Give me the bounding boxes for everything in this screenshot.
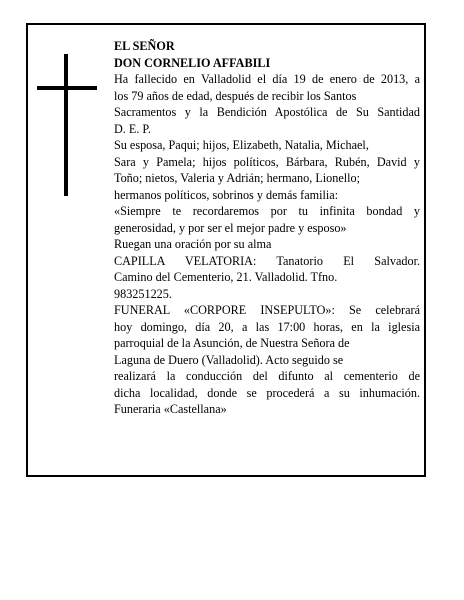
body-line: realizará la conducción del difunto al cementerio de bbox=[114, 369, 420, 383]
body-line: Sacramentos y la Bendición Apostólica de Su Santidad bbox=[114, 105, 420, 119]
body-line: 983251225. bbox=[114, 286, 172, 301]
body-line: hermanos políticos, sobrinos y demás familia: bbox=[114, 187, 339, 202]
body-line: «Siempre te recordaremos por tu infinita bondad y bbox=[114, 204, 420, 218]
body-line: CAPILLA VELATORIA: Tanatorio El Salvador. bbox=[114, 253, 420, 268]
body-line: Ha fallecido en Valladolid el día 19 de enero de 2013, a bbox=[114, 72, 420, 86]
body-line: generosidad, y por ser el mejor padre y esposo» bbox=[114, 220, 347, 235]
body-line: Sara y Pamela; hijos políticos, Bárbara, Rubén, David y bbox=[114, 154, 420, 169]
body-line: FUNERAL «CORPORE INSEPULTO»: Se celebrará bbox=[114, 303, 420, 317]
body-line: parroquial de la Asunción, de Nuestra Señora de bbox=[114, 336, 350, 350]
body-line: Su esposa, Paqui; hijos, Elizabeth, Natalia, Michael, bbox=[114, 138, 369, 152]
heading-title: EL SEÑOR bbox=[114, 39, 175, 53]
body-line: Laguna de Duero (Valladolid). Acto seguido se bbox=[114, 352, 344, 367]
deceased-name: DON CORNELIO AFFABILI bbox=[114, 55, 271, 70]
body-line: Ruegan una oración por su alma bbox=[114, 237, 272, 251]
body-line: hoy domingo, día 20, a las 17:00 horas, en la iglesia bbox=[114, 319, 420, 334]
body-line: Toño; nietos, Valeria y Adrián; hermano, Lionello; bbox=[114, 171, 361, 185]
body-line: dicha localidad, donde se procederá a su inhumación. bbox=[114, 385, 420, 400]
cross-icon bbox=[37, 54, 97, 196]
body-line: Camino del Cementerio, 21. Valladolid. Tfno. bbox=[114, 270, 338, 284]
body-line: D. E. P. bbox=[114, 121, 151, 136]
body-line: los 79 años de edad, después de recibir los Santos bbox=[114, 88, 357, 103]
obituary-text bbox=[114, 38, 426, 418]
cross-horizontal-bar bbox=[37, 86, 97, 90]
cross-vertical-bar bbox=[64, 54, 68, 196]
body-line: Funeraria «Castellana» bbox=[114, 402, 227, 416]
